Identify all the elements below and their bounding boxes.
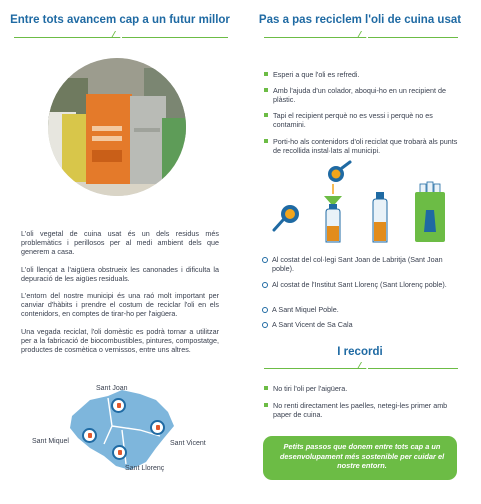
remember-item: No renti directament les paelles, netegi-les primer amb paper de cuina. — [264, 401, 460, 419]
location-item: A Sant Miquel Poble. — [262, 305, 462, 314]
step-item: Tapi el recipient perquè no es vessi i perquè no es contamini. — [264, 111, 460, 129]
green-bullet — [264, 386, 268, 390]
green-bullet — [264, 72, 268, 76]
recycling-container-icon — [415, 182, 445, 242]
containers-photo-art — [48, 58, 186, 196]
recycling-steps-illustration — [270, 160, 450, 244]
intro-paragraph-4: Una vegada reciclat, l'oli domèstic es podrà tornar a utilitzar per a la fabricació de biocombustibles, pintures, compostatge, productes de cosmètica o vernissos, entre uns altres. — [21, 327, 219, 355]
containers-photo — [48, 58, 186, 196]
remember-divider-2 — [368, 368, 458, 369]
step-item: Amb l'ajuda d'un colador, aboqui-ho en un recipient de plàstic. — [264, 86, 460, 104]
green-bullet — [264, 139, 268, 143]
map-pin-sant-miquel — [82, 428, 97, 443]
step-item: Porti-ho als contenidors d'oli reciclat que trobarà als punts de recollida instal·lats al municipi. — [264, 137, 460, 155]
step-item: Esperi a que l'oli es refredi. — [264, 70, 460, 79]
green-bullet — [264, 113, 268, 117]
slogan-box — [263, 436, 457, 480]
map-label-sant-joan: Sant Joan — [96, 385, 128, 392]
location-item: Al costat de l'Institut Sant Llorenç (Sant Llorenç poble). — [262, 280, 462, 289]
location-bullet — [262, 322, 268, 328]
location-item: Al costat del col·legi Sant Joan de Labritja (Sant Joan poble). — [262, 255, 462, 273]
right-title-divider — [264, 37, 360, 38]
location-bullet — [262, 257, 268, 263]
map-label-sant-llorenc: Sant Llorenç — [125, 465, 165, 472]
location-item: A Sant Vicent de Sa Cala — [262, 320, 462, 329]
remember-title: I recordi — [337, 346, 383, 358]
intro-paragraph-2: L'oli llençat a l'aigüera obstrueix les canonades i dificulta la depuració de les aigües residuals. — [21, 265, 219, 284]
map-pin-sant-vicent — [150, 420, 165, 435]
pouring-icon — [324, 162, 350, 204]
left-section-title: Entre tots avancem cap a un futur millor — [10, 14, 230, 26]
green-bullet — [264, 88, 268, 92]
location-bullet — [262, 282, 268, 288]
map-pin-sant-joan — [111, 398, 126, 413]
map-label-sant-miquel: Sant Miquel — [32, 438, 69, 445]
left-title-divider — [14, 37, 114, 38]
remember-divider — [264, 368, 360, 369]
map-pin-sant-llorenc — [112, 445, 127, 460]
intro-paragraph-1: L'oli vegetal de cuina usat és un dels residus més problemàtics i perillosos per al medi ambient dels que generem a casa. — [21, 229, 219, 257]
intro-paragraph-3: L'entorn del nostre municipi és una raó molt important per canviar d'hàbits i prendre el costum de reciclar l'oli en els contenidors, en comptes de tirar-ho per l'aigüera. — [21, 291, 219, 319]
slogan-text: Petits passos que donem entre tots cap a un desenvolupament més sostenible per cuidar el nostre entorn. — [279, 442, 445, 471]
right-title-divider-2 — [368, 37, 458, 38]
right-section-title: Pas a pas reciclem l'oli de cuina usat — [258, 14, 462, 26]
capped-bottle-icon — [373, 192, 387, 242]
green-bullet — [264, 403, 268, 407]
location-bullet — [262, 307, 268, 313]
frying-pan-icon — [274, 205, 299, 230]
map-label-sant-vicent: Sant Vicent — [170, 440, 206, 447]
left-title-divider-2 — [122, 37, 228, 38]
remember-item: No tiri l'oli per l'aigüera. — [264, 384, 460, 393]
bottle-icon — [326, 204, 340, 242]
